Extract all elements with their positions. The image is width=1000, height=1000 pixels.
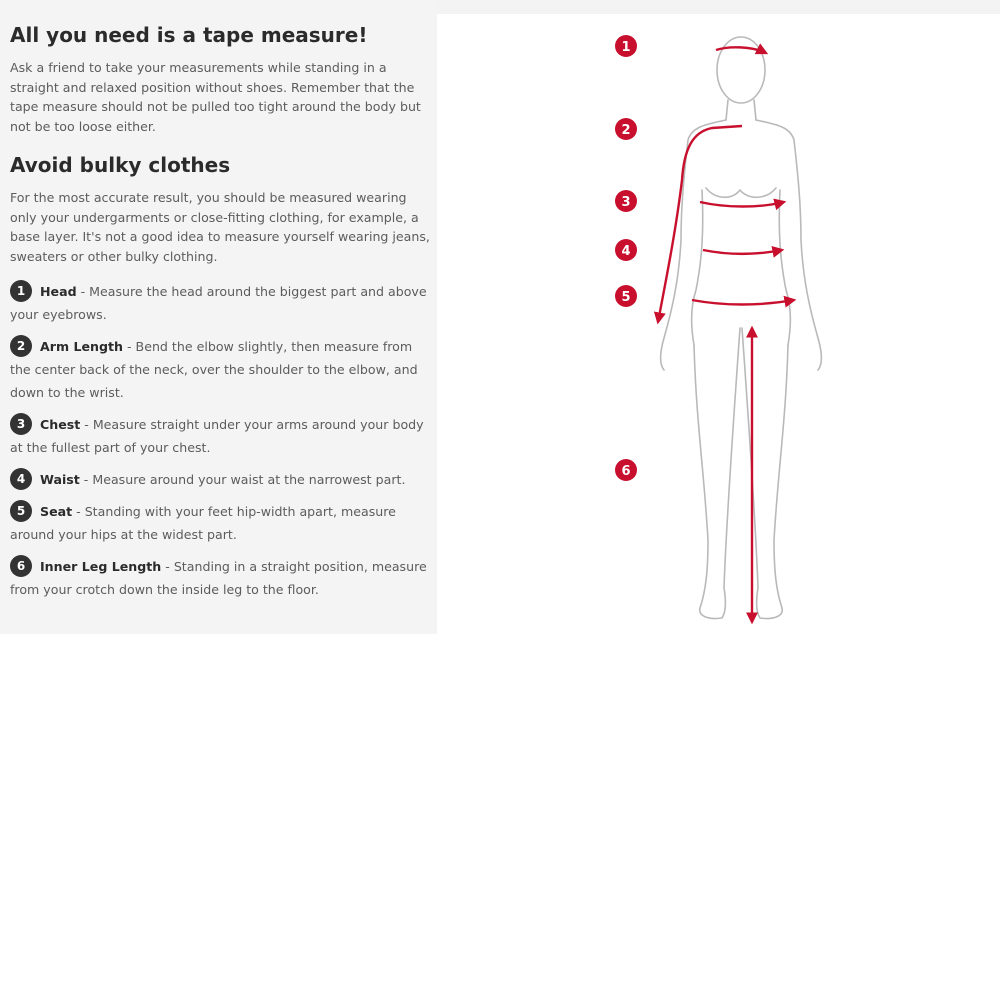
step-term: Seat (40, 504, 73, 519)
top-strip (437, 0, 1000, 14)
step-arm-length (10, 335, 435, 404)
step-seat (10, 500, 435, 546)
seat-measure-line (692, 300, 794, 305)
arm-measure-line (658, 126, 742, 322)
heading-bulky-clothes: Avoid bulky clothes (10, 153, 231, 177)
step-description: - Bend the elbow slightly, then measure from the center back of the neck, over the shoulder to the elbow, and down to the wrist. (10, 339, 418, 400)
step-term: Chest (40, 417, 81, 432)
marker-6-label: 6 (621, 464, 631, 479)
measurement-markers (615, 35, 637, 481)
intro-paragraph: Ask a friend to take your measurements while standing in a straight and relaxed position without shoes. Remember that the tape measure should not be pulled too tight around the body but not be too loose either. (10, 60, 421, 134)
step-term: Inner Leg Length (40, 559, 162, 574)
step-description: - Standing with your feet hip-width apart, measure around your hips at the widest part. (10, 504, 396, 542)
step-number-badge: 2 (10, 335, 32, 357)
measurement-steps (10, 280, 435, 601)
instructions-panel (0, 0, 437, 634)
marker-3-label: 3 (621, 195, 631, 210)
legs-shape (694, 328, 788, 619)
waist-measure-line (703, 250, 782, 254)
step-number-badge: 4 (10, 468, 32, 490)
step-number-badge: 3 (10, 413, 32, 435)
step-chest (10, 413, 435, 459)
marker-1-label: 1 (621, 40, 631, 55)
step-number-badge: 5 (10, 500, 32, 522)
step-term: Head (40, 284, 77, 299)
step-head (10, 280, 435, 326)
step-term: Waist (40, 472, 80, 487)
step-description: - Measure straight under your arms around your body at the fullest part of your chest. (10, 417, 424, 455)
heading-tape-measure: All you need is a tape measure! (10, 23, 368, 47)
chest-measure-line (700, 202, 784, 207)
step-term: Arm Length (40, 339, 123, 354)
body-measurement-figure (600, 15, 860, 635)
body-outline (661, 37, 822, 619)
marker-2-label: 2 (621, 123, 631, 138)
step-description: - Standing in a straight position, measure from your crotch down the inside leg to the floor. (10, 559, 427, 597)
marker-4-label: 4 (621, 244, 631, 259)
step-description: - Measure around your waist at the narrowest part. (79, 472, 406, 487)
bust-shape (706, 188, 776, 197)
step-waist (10, 468, 435, 491)
step-number-badge: 6 (10, 555, 32, 577)
step-description: - Measure the head around the biggest part and above your eyebrows. (10, 284, 427, 322)
step-inner-leg-length (10, 555, 435, 601)
step-number-badge: 1 (10, 280, 32, 302)
clothing-paragraph: For the most accurate result, you should be measured wearing only your undergarments or close-fitting clothing, for example, a base layer. It's not a good idea to measure yourself wearing jeans, sweaters or other bulky clothing. (10, 190, 430, 264)
marker-5-label: 5 (621, 290, 631, 305)
